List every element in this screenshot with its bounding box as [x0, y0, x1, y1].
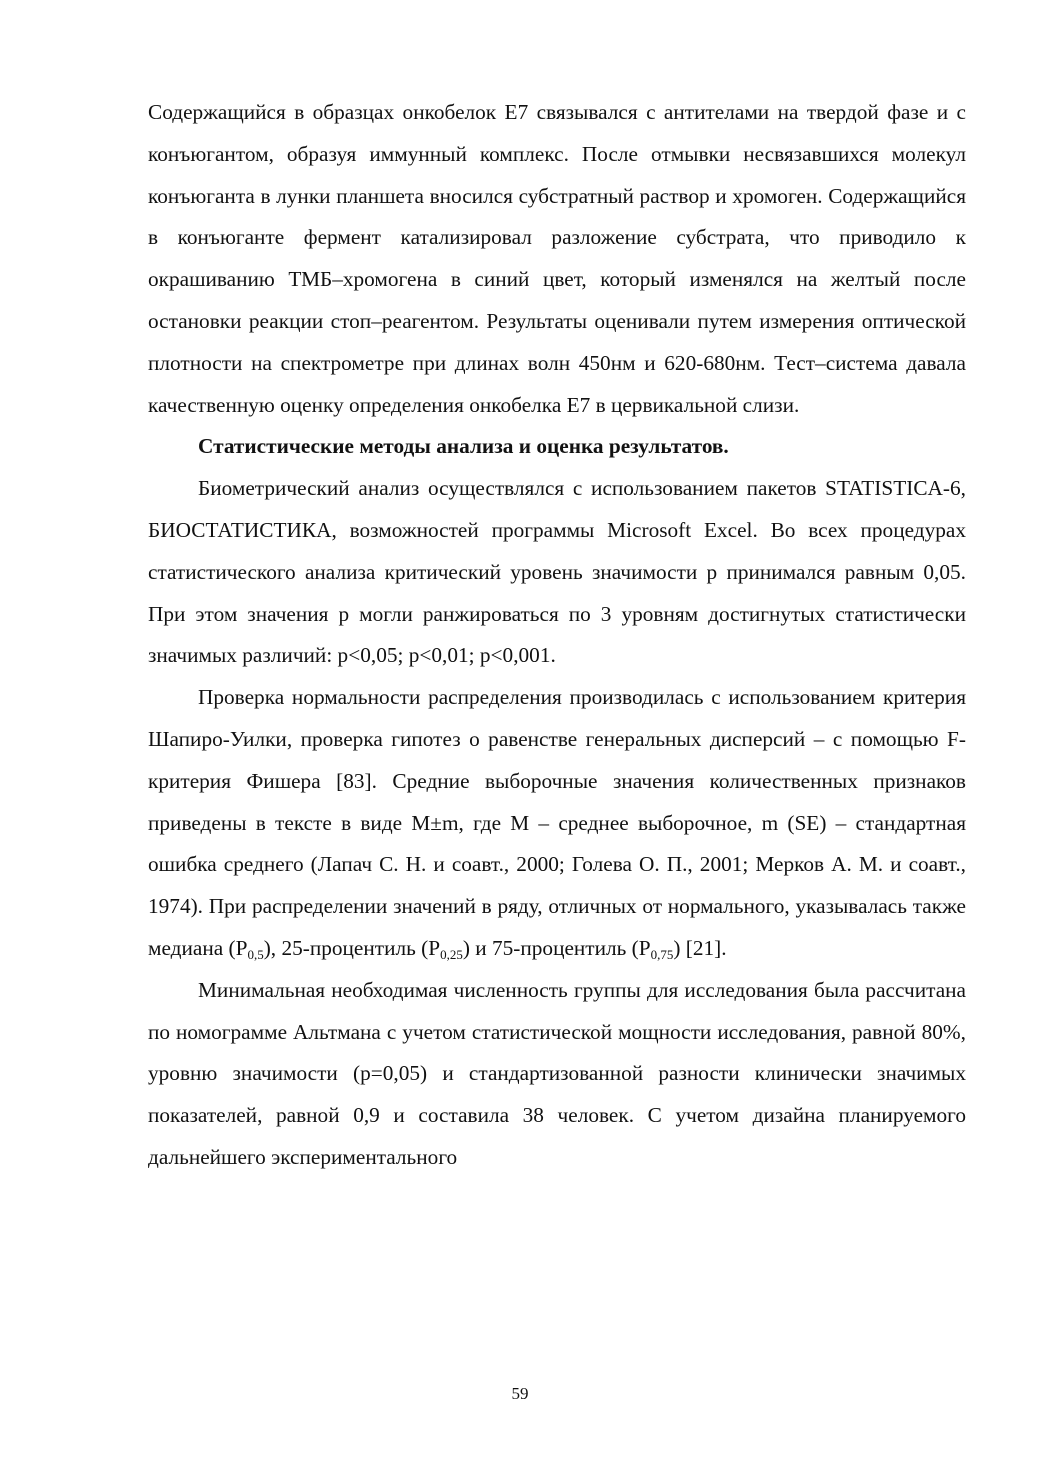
paragraph-normality-check	[148, 677, 966, 970]
document-body	[148, 92, 966, 1179]
section-heading-statistics: Статистические методы анализа и оценка результатов.	[198, 434, 729, 459]
subscript-p25: 0,25	[440, 946, 463, 962]
subscript-p75: 0,75	[650, 946, 674, 962]
normality-text: Проверка нормальности распределения производилась с использованием критерия Шапиро-Уилки, проверка гипотез о равенстве генеральных дисперсий – с помощью F-критерия Фишера [83]. Средние выборочные значения количественных признаков приведены в тексте в виде M±m, где M – среднее выборочное, m (SE) – стандартная ошибка среднего (Лапач С. Н. и соавт., 2000; Голева О. П., 2001; Мерков А. М. и соавт., 1974). При распределении значений в ряду, отличных от нормального, указывалась также медиана (P	[148, 685, 966, 960]
normality-text-mid2: ) и 75-процентиль (P	[462, 935, 651, 960]
normality-text-end: ) [21].	[673, 935, 727, 960]
normality-text-mid1: ), 25-процентиль (P	[263, 935, 441, 960]
paragraph-elisa-method: Содержащийся в образцах онкобелок Е7 связывался с антителами на твердой фазе и с конъюгантом, образуя иммунный комплекс. После отмывки несвязавшихся молекул конъюганта в лунки планшета вносился субстратный раствор и хромоген. Содержащийся в конъюганте фермент катализировал разложение субстрата, что приводило к окрашиванию ТМБ–хромогена в синий цвет, который изменялся на желтый после остановки реакции стоп–реагентом. Результаты оценивали путем измерения оптической плотности на спектрометре при длинах волн 450нм и 620-680нм. Тест–система давала качественную оценку определения онкобелка Е7 в цервикальной слизи.	[148, 100, 966, 417]
subscript-median: 0,5	[247, 946, 264, 962]
page-number: 59	[511, 1384, 529, 1403]
paragraph-sample-size: Минимальная необходимая численность группы для исследования была рассчитана по номограмме Альтмана с учетом статистической мощности исследования, равной 80%, уровню значимости (р=0,05) и стандартизованной разности клинически значимых показателей, равной 0,9 и составила 38 человек. С учетом дизайна планируемого дальнейшего экспериментального	[148, 977, 966, 1169]
paragraph-biometric-analysis: Биометрический анализ осуществлялся с использованием пакетов STATISTICA-6, БИОСТАТИСТИКА, возможностей программы Microsoft Excel. Во всех процедурах статистического анализа критический уровень значимости р принимался равным 0,05. При этом значения р могли ранжироваться по 3 уровням достигнутых статистически значимых различий: p<0,05; p<0,01; p<0,001.	[148, 476, 966, 668]
